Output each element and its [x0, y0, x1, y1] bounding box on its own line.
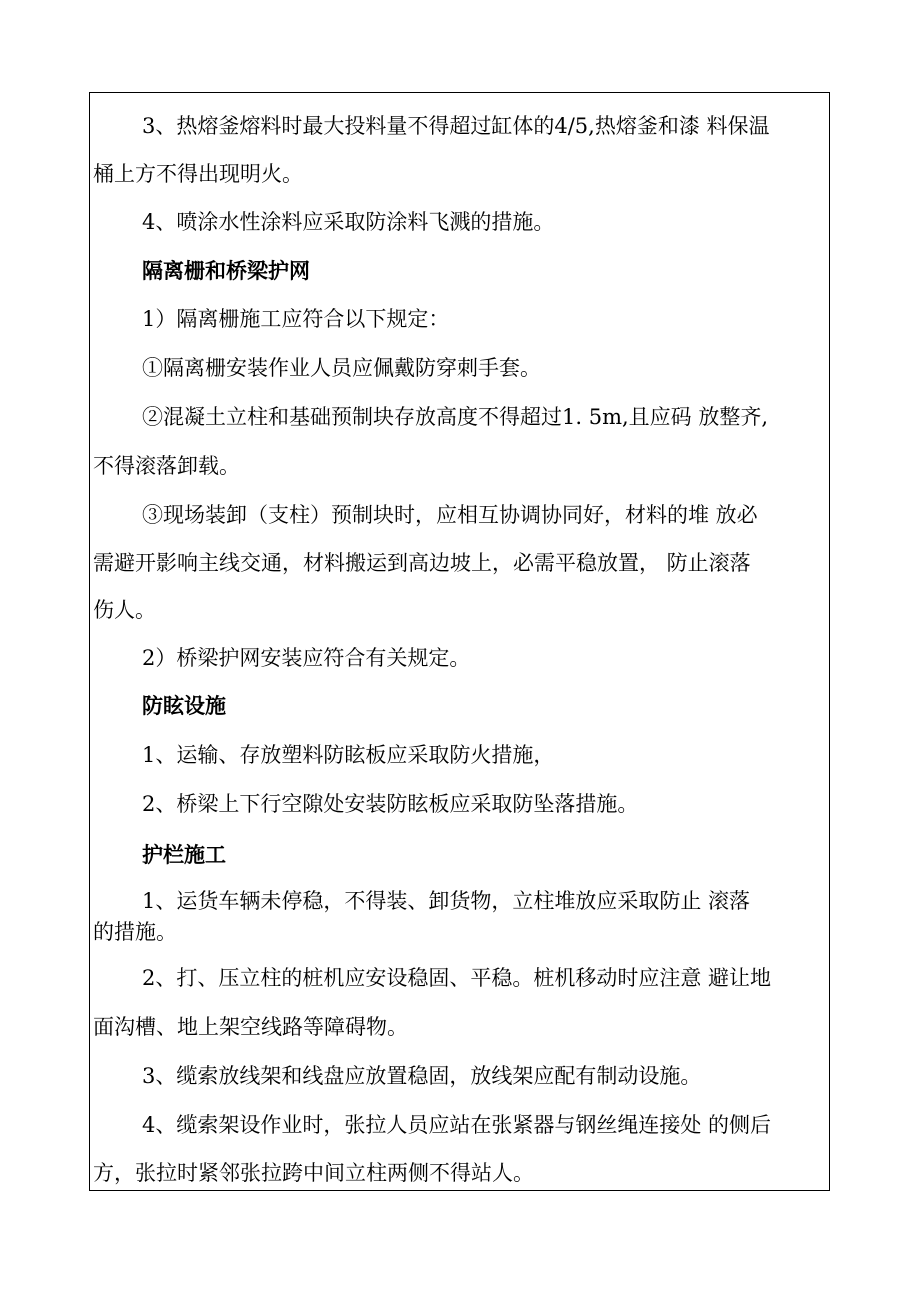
text-line: 4、缆索架设作业时，张拉人员应站在张紧器与钢丝绳连接处 的侧后	[142, 1113, 772, 1137]
text-line: 1）隔离栅施工应符合以下规定：	[142, 307, 450, 331]
section-heading: 护栏施工	[142, 843, 226, 867]
text-line: 2、桥梁上下行空隙处安装防眩板应采取防坠落措施。	[142, 792, 639, 816]
text-line: ③现场装卸（支柱）预制块时，应相互协调协同好，材料的堆 放必	[142, 503, 758, 527]
text-line: ②混凝土立柱和基础预制块存放高度不得超过1. 5m,且应码 放整齐,	[142, 405, 769, 429]
text-line: ①隔离栅安装作业人员应佩戴防穿刺手套。	[142, 356, 541, 380]
text-line: 4、喷涂水性涂料应采取防涂料飞溅的措施。	[142, 210, 555, 234]
text-line: 伤人。	[93, 598, 156, 622]
section-heading: 防眩设施	[142, 694, 226, 718]
section-heading: 隔离栅和桥梁护网	[142, 259, 310, 283]
text-line: 面沟槽、地上架空线路等障碍物。	[93, 1015, 408, 1039]
text-line: 不得滚落卸载。	[93, 454, 240, 478]
text-line: 的措施。	[93, 920, 177, 944]
text-line: 2）桥梁护网安装应符合有关规定。	[142, 646, 471, 670]
text-line: 方，张拉时紧邻张拉跨中间立柱两侧不得站人。	[93, 1161, 534, 1185]
text-line: 1、运输、存放塑料防眩板应采取防火措施，	[142, 743, 555, 767]
text-line: 2、打、压立柱的桩机应安设稳固、平稳。桩机移动时应注意 避让地	[142, 966, 772, 990]
text-line: 3、热熔釜熔料时最大投料量不得超过缸体的4/5,热熔釜和漆 料保温	[142, 114, 770, 138]
text-line: 桶上方不得出现明火。	[93, 162, 303, 186]
text-line: 1、运货车辆未停稳，不得装、卸货物，立柱堆放应采取防止 滚落	[142, 889, 751, 913]
text-line: 需避开影响主线交通，材料搬运到高边坡上，必需平稳放置， 防止滚落	[93, 551, 751, 575]
text-line: 3、缆索放线架和线盘应放置稳固，放线架应配有制动设施。	[142, 1064, 702, 1088]
